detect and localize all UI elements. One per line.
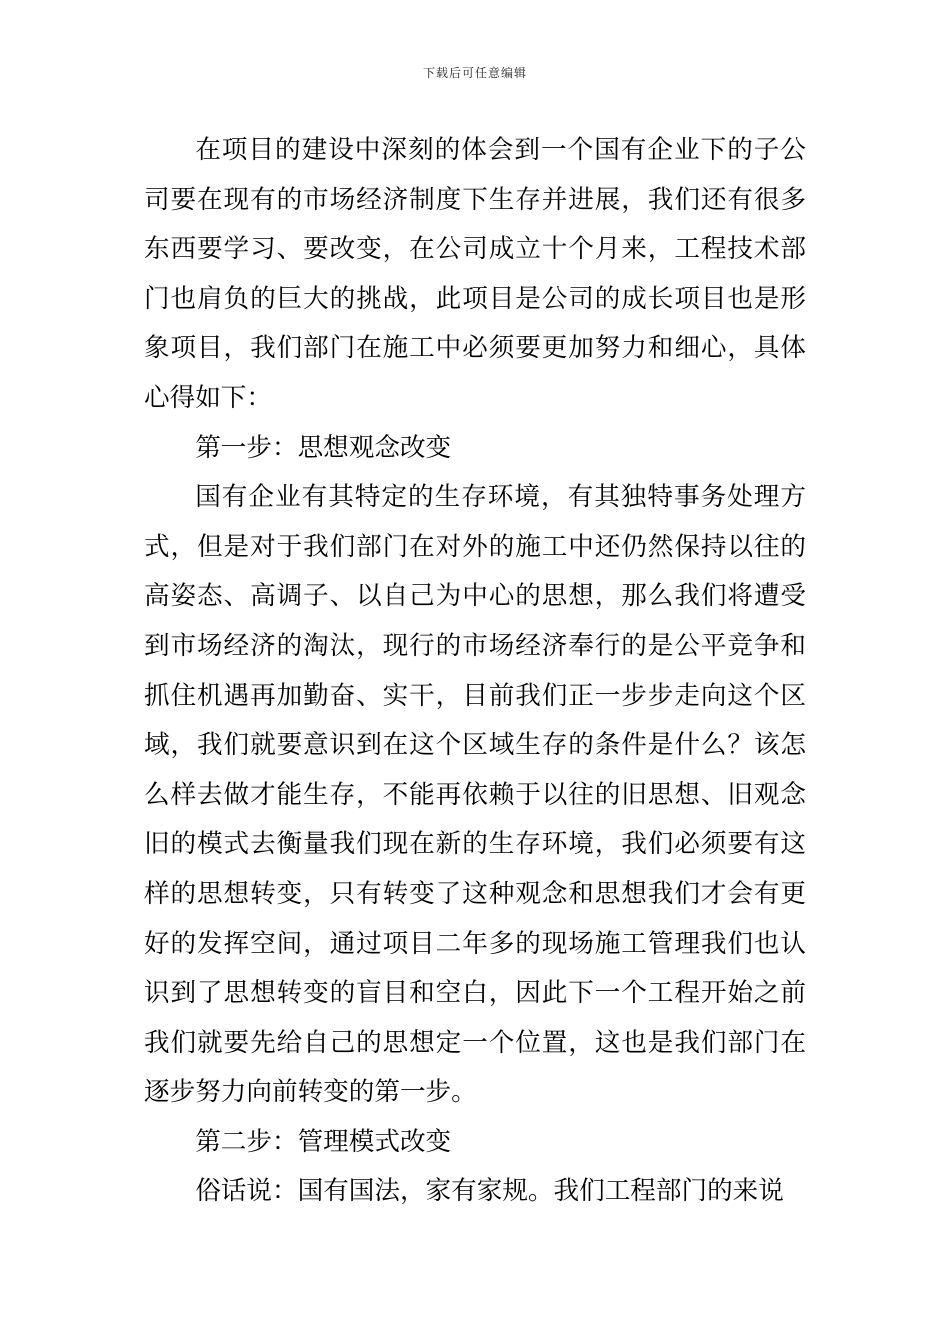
page-header: 下载后可任意编辑 — [422, 66, 527, 80]
document-body — [144, 126, 806, 1217]
section-heading-step-one: 第一步：思想观念改变 — [195, 432, 452, 463]
paragraph-intro: 在项目的建设中深刻的体会到一个国有企业下的子公司要在现有的市场经济制度下生存并进展，我们还有很多东西要学习、要改变，在公司成立十个月来，工程技术部门也肩负的巨大的挑战，此项目是公司的成长项目也是形象项目，我们部门在施工中必须要更加努力和细心，具体心得如下： — [144, 135, 806, 413]
paragraph-step-one: 国有企业有其特定的生存环境，有其独特事务处理方式，但是对于我们部门在对外的施工中还仍然保持以往的高姿态、高调子、以自己为中心的思想，那么我们将遭受到市场经济的淘汰，现行的市场经济奉行的是公平竞争和抓住机遇再加勤奋、实干，目前我们正一步步走向这个区域，我们就要意识到在这个区域生存的条件是什么？该怎么样去做才能生存，不能再依赖于以往的旧思想、旧观念旧的模式去衡量我们现在新的生存环境，我们必须要有这样的思想转变，只有转变了这种观念和思想我们才会有更好的发挥空间，通过项目二年多的现场施工管理我们也认识到了思想转变的盲目和空白，因此下一个工程开始之前我们就要先给自己的思想定一个位置，这也是我们部门在逐步努力向前转变的第一步。 — [144, 482, 806, 1108]
section-heading-step-two: 第二步：管理模式改变 — [195, 1126, 452, 1157]
paragraph-step-two: 俗话说：国有国法，家有家规。我们工程部门的来说 — [195, 1176, 784, 1207]
